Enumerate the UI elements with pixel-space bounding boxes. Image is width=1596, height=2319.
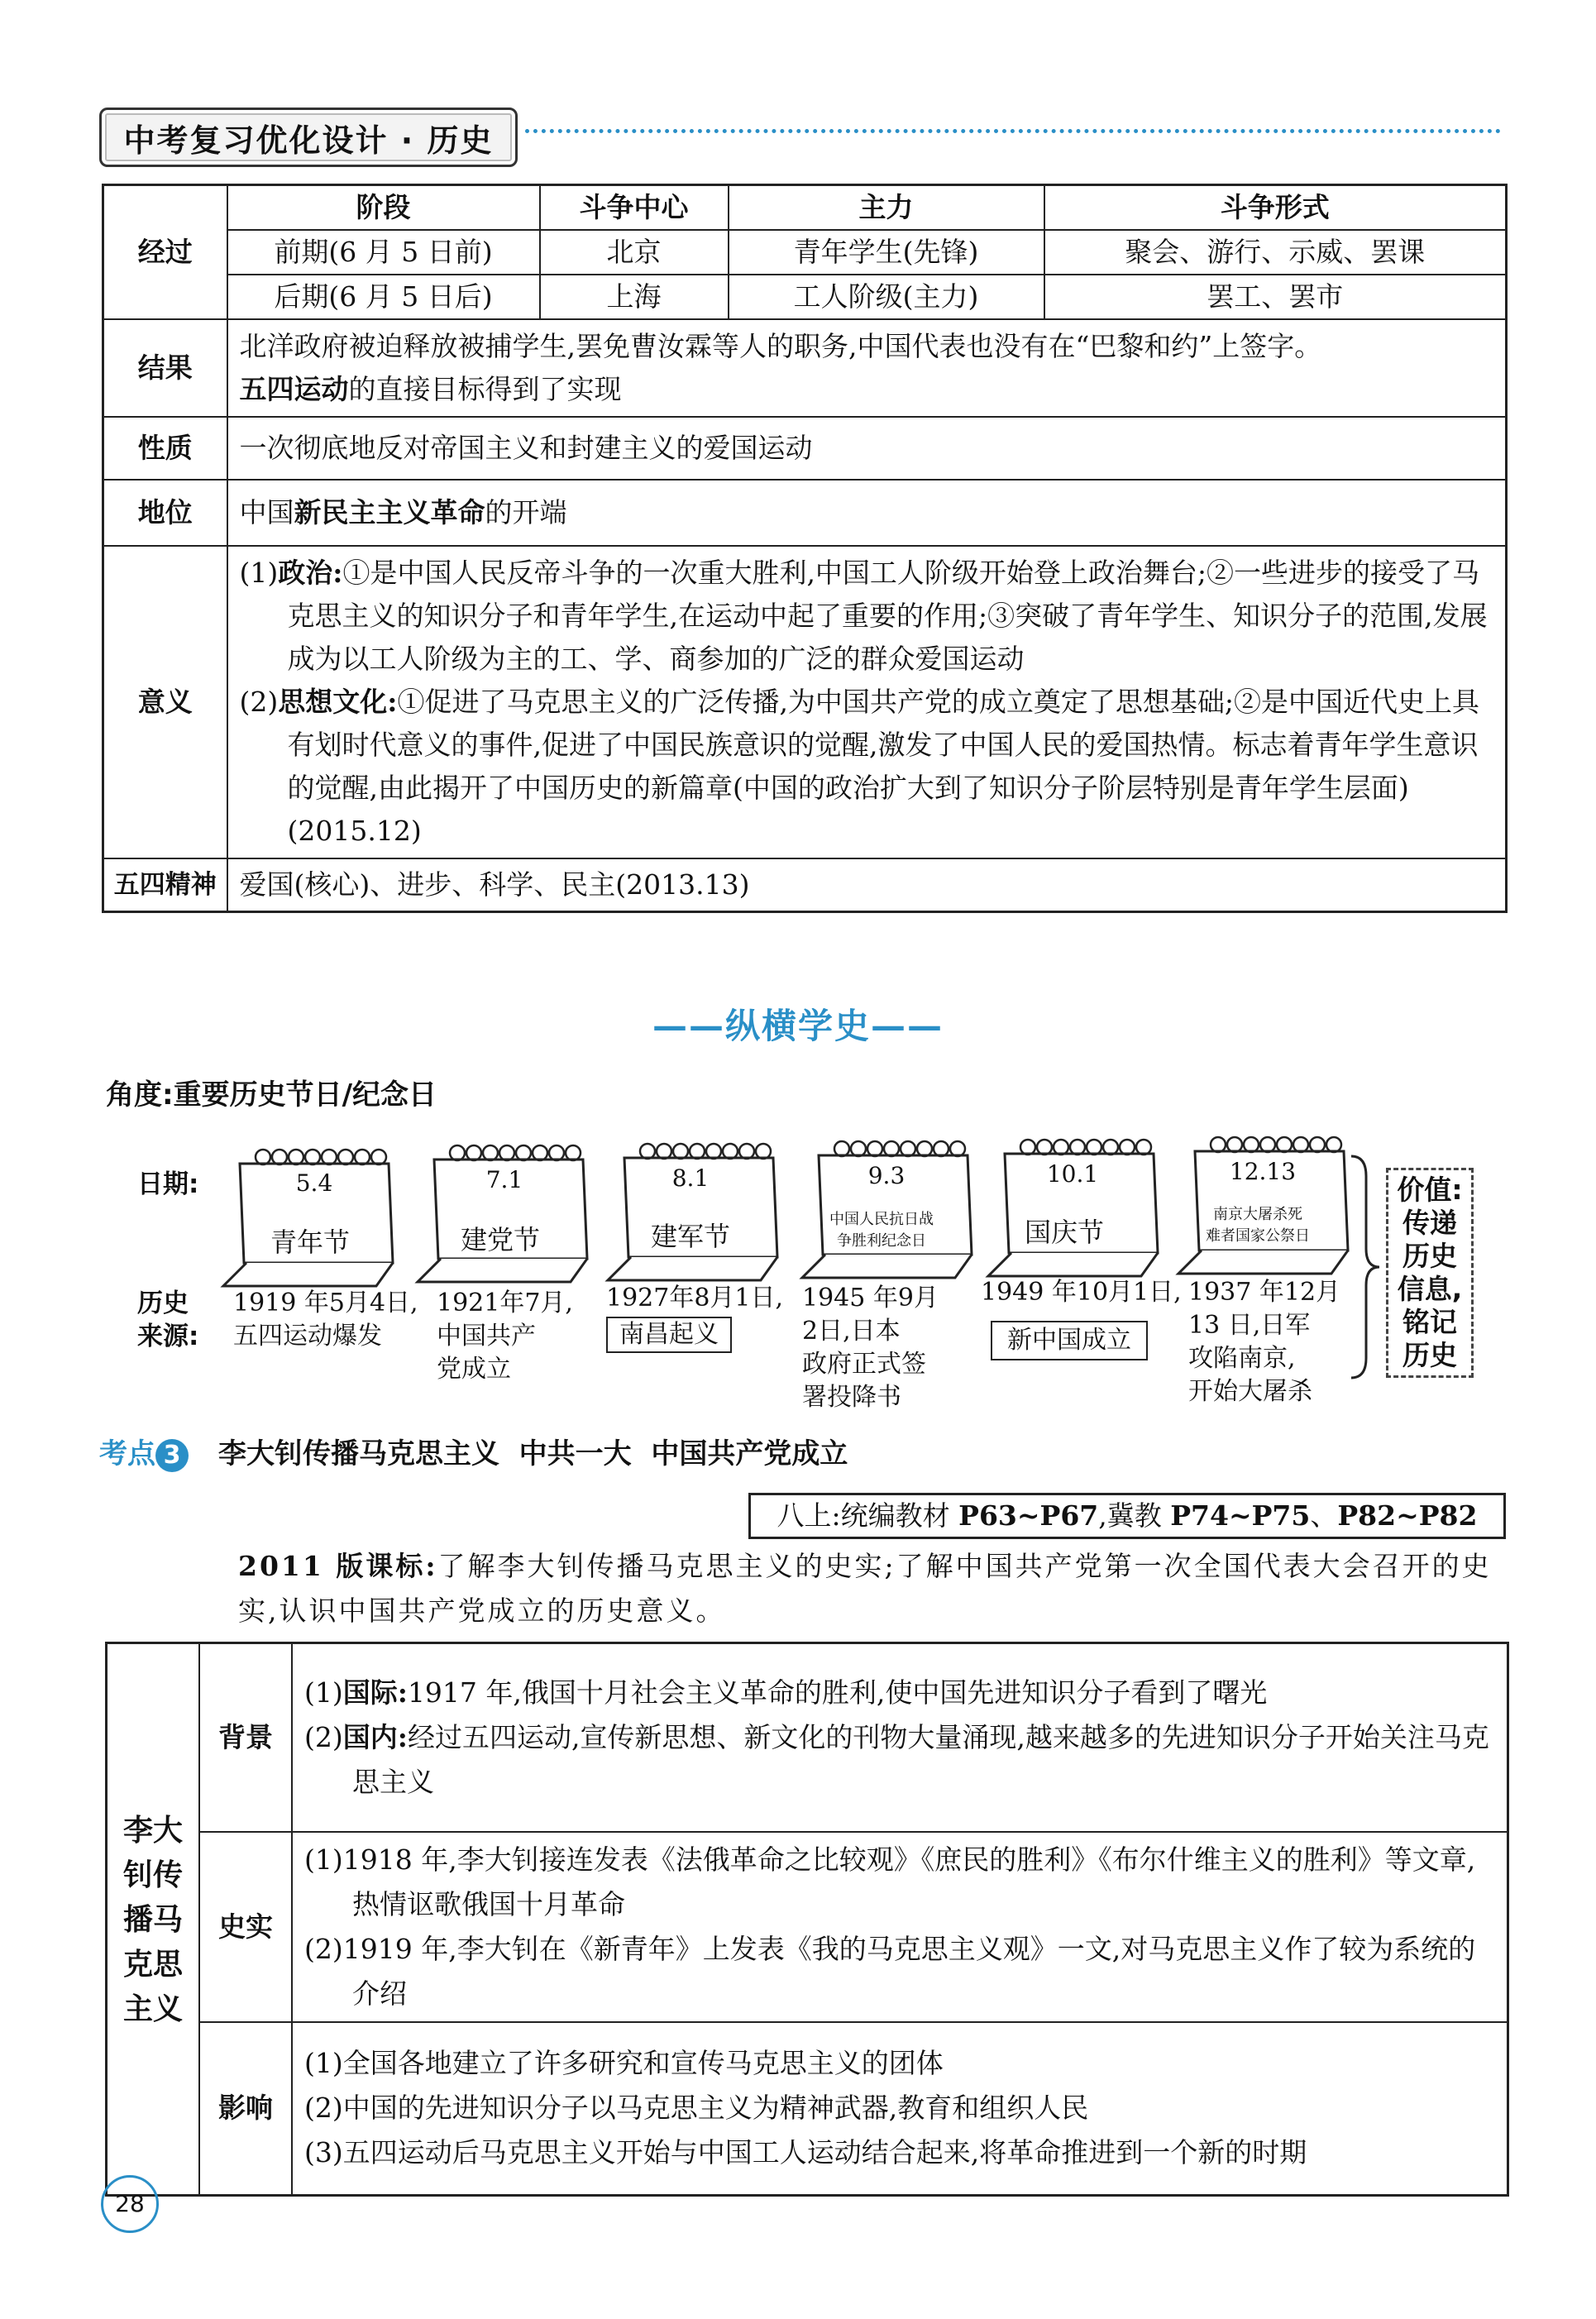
status-bold: 新民主主义革命	[294, 496, 485, 528]
cell-form: 罢工、罢市	[1044, 275, 1507, 319]
cal-name: 国庆节	[1024, 1217, 1104, 1248]
cal-date: 9.3	[867, 1162, 906, 1189]
influence-p1: (1)全国各地建立了许多研究和宣传马克思主义的团体	[304, 2047, 944, 2080]
facts-text	[292, 1832, 1508, 2022]
source-text: 1949 年10月1日, 新中国成立	[981, 1276, 1182, 1360]
kaodian-heading	[99, 1431, 848, 1472]
kaodian-number-badge: 3	[155, 1439, 189, 1472]
source-row-label-1: 历史	[137, 1289, 189, 1318]
result-line1: 北洋政府被迫释放被捕学生,罢免曹汝霖等人的职务,中国代表也没有在“巴黎和约”上签字。	[239, 330, 1322, 362]
influence-p3: (3)五四运动后马克思主义开始与中国工人运动结合起来,将革命推进到一个新的时期	[304, 2136, 1307, 2169]
cal-name: 建党节	[460, 1224, 540, 1255]
status-pre: 中国	[239, 496, 294, 528]
label-nature: 性质	[103, 417, 227, 480]
facts-p1: (1)1918 年,李大钊接连发表《法俄革命之比较观》《庶民的胜利》《布尔什维主义的胜利》等文章,热情讴歌俄国十月革命	[304, 1843, 1476, 1920]
cell-form: 聚会、游行、示威、罢课	[1044, 230, 1507, 275]
cal-small: 难者国家公祭日	[1206, 1227, 1310, 1245]
label-process: 经过	[103, 185, 227, 320]
source-text: 1921年7月, 中国共产 党成立	[437, 1289, 573, 1384]
col-header-mainforce: 主力	[729, 185, 1044, 231]
boxed-event: 新中国成立	[991, 1321, 1148, 1360]
spirit-text: 爱国(核心)、进步、科学、民主(2013.13)	[227, 858, 1507, 911]
label-spirit: 五四精神	[103, 858, 227, 911]
facts-p2: (2)1919 年,李大钊在《新青年》上发表《我的马克思主义观》一文,对马克思主义作了较为系统的介绍	[304, 1932, 1476, 2010]
status-post: 的开端	[485, 496, 567, 528]
label-influence: 影响	[199, 2022, 292, 2196]
main-topic-label: 李大 钊传 播马 克思 主义	[107, 1643, 200, 2196]
source-text: 1919 年5月4日, 五四运动爆发	[233, 1289, 418, 1351]
background-p1: (1)国际:1917 年,俄国十月社会主义革命的胜利,使中国先进知识分子看到了曙光	[304, 1676, 1268, 1709]
col-header-center: 斗争中心	[540, 185, 729, 231]
source-row-label-2: 来源:	[137, 1322, 199, 1351]
cal-date: 7.1	[485, 1166, 523, 1193]
result-line2: 的直接目标得到了实现	[348, 373, 622, 405]
label-status: 地位	[103, 480, 227, 546]
brace-icon	[1348, 1151, 1381, 1383]
label-background: 背景	[199, 1643, 292, 1832]
label-significance: 意义	[103, 546, 227, 858]
curriculum-standard	[238, 1544, 1503, 1633]
standard-label: 2011 版课标:	[238, 1550, 438, 1582]
result-bold: 五四运动	[239, 373, 349, 405]
cal-date: 8.1	[671, 1164, 710, 1192]
influence-p2: (2)中国的先进知识分子以马克思主义为精神武器,教育和组织人民	[304, 2092, 1089, 2125]
boxed-event: 南昌起义	[606, 1317, 732, 1353]
col-header-stage: 阶段	[227, 185, 540, 231]
section-banner: ——纵横学史——	[652, 1006, 944, 1046]
cell-stage: 前期(6 月 5 日前)	[227, 230, 540, 275]
value-box: 价值: 传递 历史 信息, 铭记 历史	[1386, 1168, 1474, 1378]
label-result: 结果	[103, 319, 227, 417]
source-text: 1927年8月1日, 南昌起义	[606, 1282, 783, 1353]
significance-text	[227, 546, 1507, 858]
label-facts: 史实	[199, 1832, 292, 2022]
status-text	[227, 480, 1507, 546]
may-fourth-table	[102, 184, 1508, 913]
kaodian-title: 李大钊传播马克思主义 中共一大 中国共产党成立	[218, 1437, 848, 1470]
table-row	[103, 275, 1507, 319]
cal-small: 南京大屠杀死	[1213, 1206, 1302, 1223]
cell-center: 北京	[540, 230, 729, 275]
significance-p1: (1)政治:①是中国人民反帝斗争的一次重大胜利,中国工人阶级开始登上政治舞台;②一些进步的接受了马克思主义的知识分子和青年学生,在运动中起了重要的作用;③突破了青年学生、知识分子的范围,发展成为以工人阶级为主的工、学、商参加的广泛的群众爱国运动	[239, 557, 1488, 675]
cal-date: 10.1	[1046, 1160, 1099, 1188]
source-text: 1937 年12月 13 日,日军 攻陷南京, 开始大屠杀	[1188, 1278, 1341, 1406]
cell-stage: 后期(6 月 5 日后)	[227, 275, 540, 319]
li-dazhao-table	[105, 1642, 1509, 2197]
table-row	[103, 230, 1507, 275]
significance-p2: (2)思想文化:①促进了马克思主义的广泛传播,为中国共产党的成立奠定了思想基础;②是中国近代史上具有划时代意义的事件,促进了中国民族意识的觉醒,激发了中国人民的爱国热情。标志着青年学生意识的觉醒,由此揭开了中国历史的新篇章(中国的政治扩大到了知识分子阶层特别是青年学生层面)(2015.12)	[239, 686, 1480, 847]
angle-heading: 角度:重要历史节日/纪念日	[106, 1078, 437, 1112]
cal-name: 青年节	[270, 1226, 350, 1258]
result-text	[227, 319, 1507, 417]
background-text	[292, 1643, 1508, 1832]
cal-date: 12.13	[1229, 1158, 1297, 1185]
cell-center: 上海	[540, 275, 729, 319]
col-header-form: 斗争形式	[1044, 185, 1507, 231]
page-number: 28	[101, 2175, 159, 2233]
standard-text: 了解李大钊传播马克思主义的史实;了解中国共产党第一次全国代表大会召开的史实,认识中国共产党成立的历史意义。	[238, 1550, 1492, 1627]
background-p2: (2)国内:经过五四运动,宣传新思想、新文化的刊物大量涌现,越来越多的先进知识分子开始关注马克思主义	[304, 1720, 1489, 1798]
nature-text: 一次彻底地反对帝国主义和封建主义的爱国运动	[227, 417, 1507, 480]
influence-text	[292, 2022, 1508, 2196]
date-row-label: 日期:	[137, 1169, 199, 1199]
kaodian-prefix: 考点	[99, 1437, 155, 1470]
cell-mainforce: 工人阶级(主力)	[729, 275, 1044, 319]
cell-mainforce: 青年学生(先锋)	[729, 230, 1044, 275]
textbook-reference: 八上:统编教材 P63~P67,冀教 P74~P75、P82~P82	[748, 1493, 1506, 1539]
source-text: 1945 年9月 2日,日本 政府正式签 署投降书	[802, 1284, 939, 1412]
header-dotted-rule	[525, 129, 1501, 133]
book-title: 中考复习优化设计 · 历史	[99, 108, 518, 167]
cal-date: 5.4	[295, 1169, 333, 1197]
cal-small: 中国人民抗日战	[829, 1211, 934, 1228]
cal-name: 建军节	[650, 1221, 730, 1252]
cal-small: 争胜利纪念日	[837, 1232, 926, 1250]
